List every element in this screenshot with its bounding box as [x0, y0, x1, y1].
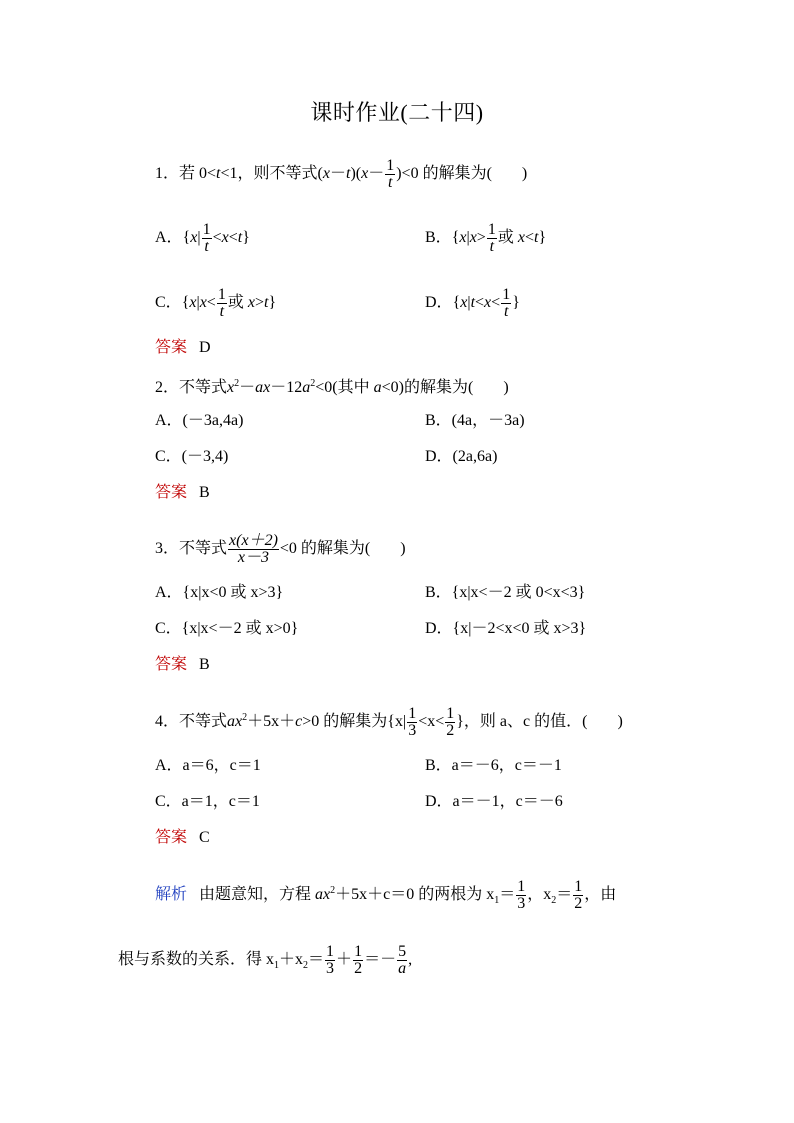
answer-label: 答案 — [155, 656, 188, 673]
question-2-stem: 2．不等式$x^2-ax-12a^2<0$(其中 a<0)的解集为( ) — [155, 378, 509, 396]
question-4-answer: 答案 C — [155, 829, 210, 846]
question-3-option-c[interactable]: C．{x|x<－2 或 x>0} — [155, 620, 299, 637]
question-2-option-b[interactable]: B．(4a，－3a) — [425, 412, 525, 429]
question-4-option-c[interactable]: C．a＝1，c＝1 — [155, 793, 260, 810]
question-3-answer: 答案 B — [155, 656, 210, 673]
question-1-option-a[interactable]: A．{x| $\frac{1}{t}$ <x<t} — [155, 221, 250, 255]
question-1-option-b[interactable]: B．{x|x> $\frac{1}{t}$ 或 x<t} — [425, 221, 547, 255]
question-3-option-a[interactable]: A．{x|x<0 或 x>3} — [155, 584, 284, 601]
question-1-stem: 1．若 0<t<1，则不等式(x－t)(x－ $\frac{1}{t}$ )<0 的解集为( ) — [155, 157, 528, 191]
analysis-line-2: 根与系数的关系．得 $x_1+x_2=$ $\frac{1}{3}$ ＋ $\frac{1}{2}$ ＝－ $\frac{5}{a}$ , — [118, 943, 413, 977]
question-4-option-a[interactable]: A．a＝6，c＝1 — [155, 757, 261, 774]
analysis-line-1: 解析 由题意知，方程 $ax^2+5x+c=0$ 的两根为 $x_1=$ $\frac{1}{3}$ ，$x_2=$ $\frac{1}{2}$ ，由 — [155, 878, 617, 912]
question-3-option-d[interactable]: D．{x|－2<x<0 或 x>3} — [425, 620, 587, 637]
analysis-label: 解析 — [155, 886, 188, 904]
question-3-stem: 3．不等式 $\frac{x(x+2)}{x-3}$ <0 的解集为( ) — [155, 532, 406, 566]
question-4-option-d[interactable]: D．a＝－1，c＝－6 — [425, 793, 563, 810]
question-1-answer: 答案 D — [155, 339, 211, 356]
page-title: 课时作业(二十四) — [310, 100, 484, 125]
question-4-option-b[interactable]: B．a＝－6，c＝－1 — [425, 757, 562, 774]
question-2-option-d[interactable]: D．(2a,6a) — [425, 448, 498, 465]
answer-label: 答案 — [155, 484, 188, 501]
question-2-option-c[interactable]: C．(－3,4) — [155, 448, 229, 465]
answer-label: 答案 — [155, 829, 188, 846]
question-1-option-c[interactable]: C．{x|x< $\frac{1}{t}$ 或 x>t} — [155, 286, 277, 320]
question-4-stem: 4．不等式$ax^2+5x+c>0$ 的解集为{x| $\frac{1}{3}$ <x< $\frac{1}{2}$ }，则 a、c 的值．( ) — [155, 705, 623, 739]
answer-label: 答案 — [155, 339, 188, 356]
question-2-option-a[interactable]: A．(－3a,4a) — [155, 412, 244, 429]
question-1-option-d[interactable]: D．{x|t<x< $\frac{1}{t}$ } — [425, 286, 520, 320]
question-2-answer: 答案 B — [155, 484, 210, 501]
question-3-option-b[interactable]: B．{x|x<－2 或 0<x<3} — [425, 584, 586, 601]
